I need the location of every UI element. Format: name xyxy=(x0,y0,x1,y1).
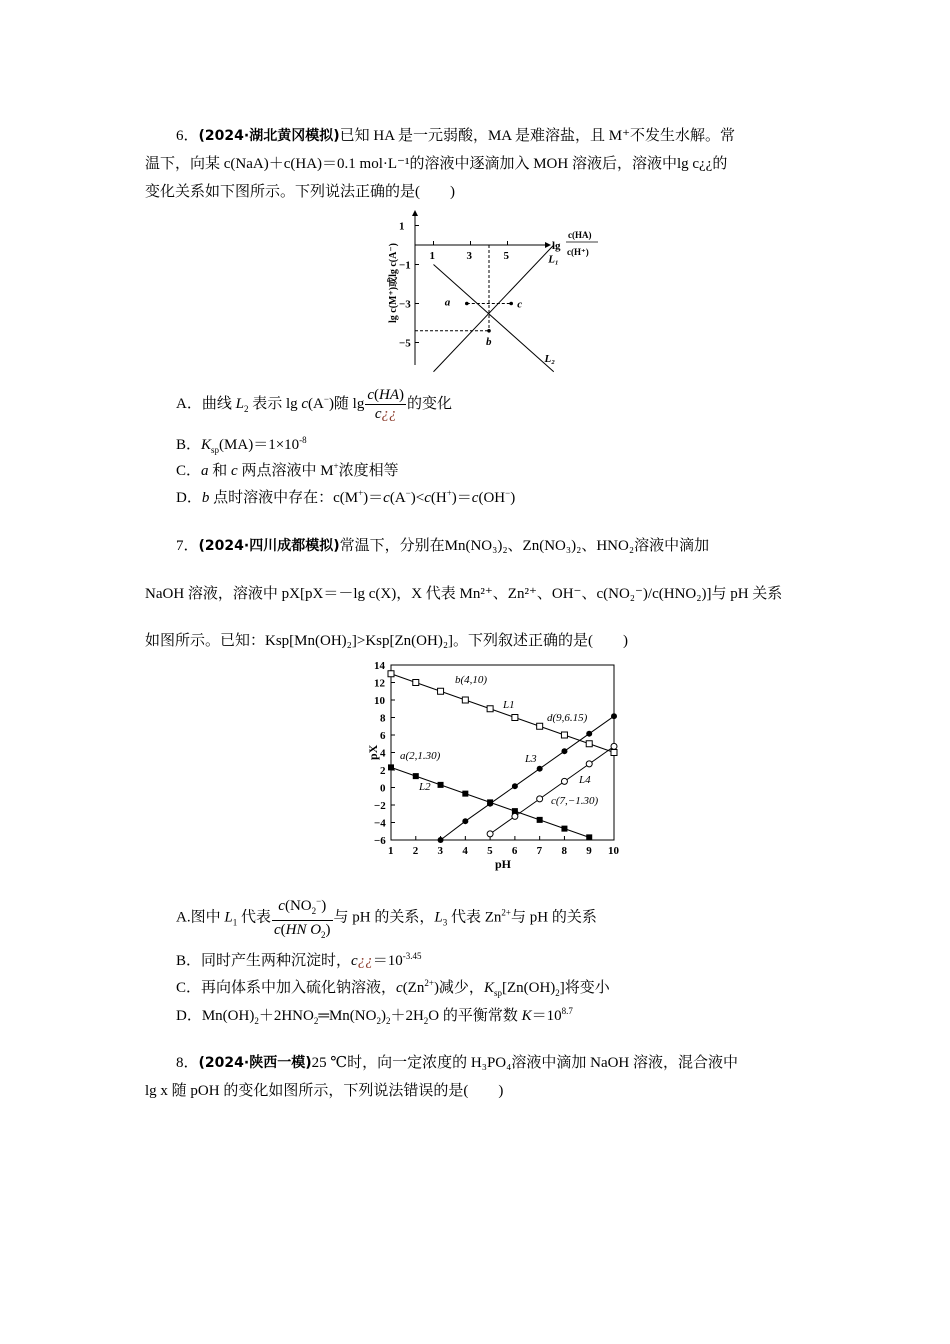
q7-label-l2: L2 xyxy=(419,781,431,793)
q7-ytick-0: 0 xyxy=(380,782,386,795)
q6-series-L1 xyxy=(434,245,554,372)
q7-marker-L2-8 xyxy=(586,834,592,840)
q6-point-c xyxy=(509,302,513,306)
q7-xtick-8: 8 xyxy=(561,845,567,857)
q7-marker-L2-0 xyxy=(388,764,394,770)
q7-ytick-4: 4 xyxy=(380,747,386,760)
q7-marker-L4-5 xyxy=(611,743,617,749)
q7-xtick-9: 9 xyxy=(586,845,592,857)
q7-xlabel: pH xyxy=(495,857,512,871)
q7-marker-L3-2 xyxy=(487,801,493,807)
q6-point-a xyxy=(465,302,469,306)
q7-marker-L4-3 xyxy=(561,778,567,784)
q7-marker-L1-5 xyxy=(512,715,518,721)
q6-xlabel-lg: lg xyxy=(552,240,561,252)
q6-line2: 温下，向某 c(NaA)＋c(HA)＝0.1 mol·L⁻¹的溶液中逐滴加入 MOH 溶液后，溶液中lg c¿¿的 xyxy=(145,156,728,172)
q7-marker-L3-4 xyxy=(537,766,543,772)
q6-label-l2: L₂ xyxy=(544,353,556,365)
q7-label-l4: L4 xyxy=(579,774,591,786)
q7-xtick-7: 7 xyxy=(536,845,543,857)
q8-line2: lg x 随 pOH 的变化如图所示，下列说法错误的是( ) xyxy=(145,1083,504,1099)
q7-xtick-5: 5 xyxy=(487,845,493,857)
q6-label-l1: L₁ xyxy=(548,253,559,266)
q6-line3: 变化关系如下图所示。下列说法正确的是( ) xyxy=(145,184,455,200)
q6-option-a[interactable]: A．曲线 $L_2$ 表示 lg c(A−)随 lg $\frac{c(HA)}{c¿¿}$ 的变化 xyxy=(176,387,453,423)
q6-ytick-1: −1 xyxy=(399,259,411,272)
q7-marker-L2-1 xyxy=(413,773,419,779)
q6-option-b[interactable]: B．$K_{sp}(MA)=1\times 10^{-8}$ xyxy=(176,435,307,455)
q7-marker-L1-1 xyxy=(413,680,419,686)
q7-ytick--2: −2 xyxy=(374,800,386,812)
q7-marker-L4-2 xyxy=(537,796,543,802)
q7-text1: 常温下，分别在Mn(NO₃)₂、Zn(NO₃)₂、HNO₂溶液中滴加 xyxy=(339,538,710,554)
q7-ann-a: a(2,1.30) xyxy=(400,750,441,762)
q6-series-L2 xyxy=(434,265,554,372)
q7-xtick-4: 4 xyxy=(462,845,468,857)
q7-marker-L2-2 xyxy=(438,782,444,788)
q7-ytick-12: 12 xyxy=(374,677,385,690)
q8-text1: 25 ℃时，向一定浓度的 H₃PO₄溶液中滴加 NaOH 溶液，混合液中 xyxy=(311,1055,739,1071)
q7-marker-L1-7 xyxy=(561,732,567,738)
q6-xlabel-num: c(HA) xyxy=(568,230,592,240)
q7-marker-L3-0 xyxy=(438,837,444,843)
q7-xtick-3: 3 xyxy=(437,845,444,857)
q6-xtick-3: 3 xyxy=(466,250,472,262)
q7-option-b[interactable]: B．同时产生两种沉淀时，$c¿¿=10^{-3.45}$ xyxy=(176,951,422,969)
q7-marker-L3-6 xyxy=(586,731,592,737)
q8-line1 xyxy=(176,1053,738,1073)
q7-xtick-10: 10 xyxy=(608,845,619,857)
q7-marker-L2-7 xyxy=(561,826,567,832)
q6-text1: 已知 HA 是一元弱酸，MA 是难溶盐，且 M⁺不发生水解。常 xyxy=(339,128,736,144)
q7-chart xyxy=(355,656,630,874)
q7-ann-d: d(9,6.15) xyxy=(547,712,588,724)
q7-option-d[interactable]: D．$Mn(OH)_2+2HNO_2═Mn(NO_2)_2+2H_2O$ 的平衡常数 $K=10^{8.7}$ xyxy=(176,1006,573,1026)
q7-marker-L1-6 xyxy=(537,723,543,729)
q6-ytick-2: −3 xyxy=(399,298,411,311)
svg-text:b: b xyxy=(486,335,492,348)
q7-ann-c: c(7,−1.30) xyxy=(551,795,599,807)
q7-marker-L3-7 xyxy=(611,713,617,719)
q7-ytick-14: 14 xyxy=(374,660,385,672)
q6-ylabel: lg c(M⁺)或lg c(A⁻) xyxy=(388,243,399,323)
q7-number: 7． xyxy=(176,538,199,554)
q7-label-l1: L1 xyxy=(503,699,515,711)
q7-ytick--4: −4 xyxy=(374,817,386,830)
q7-xtick-2: 2 xyxy=(412,845,419,857)
q6-chart xyxy=(378,205,608,375)
q7-ylabel: pX xyxy=(366,744,380,760)
q6-line1 xyxy=(176,126,735,146)
q6-ytick-0: 1 xyxy=(399,220,405,233)
q8-source: (2024·陕西一模) xyxy=(198,1055,312,1071)
q7-ytick-8: 8 xyxy=(380,712,386,725)
q7-ytick-6: 6 xyxy=(380,730,386,742)
q7-line3: 如图所示。已知：Ksp[Mn(OH)₂]>Ksp[Zn(OH)₂]。下列叙述正确的是( ) xyxy=(145,633,629,649)
svg-text:a: a xyxy=(444,296,451,309)
q7-marker-L1-8 xyxy=(586,741,592,747)
q7-ytick-10: 10 xyxy=(374,695,385,707)
q7-marker-L4-4 xyxy=(586,761,592,767)
q7-option-a[interactable]: A.图中 $L_1$ 代表 $\frac{c(NO_2^-)}{c(HN O_2)}$ 与 pH 的关系，$L_3$ 代表 $Zn^{2+}$与 pH 的关系 xyxy=(176,892,597,944)
q7-marker-L1-9 xyxy=(611,750,617,756)
q7-ytick--6: −6 xyxy=(374,835,386,847)
svg-text:c: c xyxy=(517,298,523,311)
q6-number: 6． xyxy=(176,128,199,144)
q7-marker-L3-3 xyxy=(512,783,518,789)
q7-marker-L3-1 xyxy=(462,818,468,824)
q6-option-d[interactable]: D．b 点时溶液中存在：c(M+)＝c(A−)<c(H+)＝c(OH−) xyxy=(176,488,516,506)
q6-xtick-1: 1 xyxy=(429,250,435,262)
q7-marker-L1-4 xyxy=(487,706,493,712)
q6-xtick-5: 5 xyxy=(503,250,509,262)
q7-ann-b: b(4,10) xyxy=(455,674,488,686)
q6-xlabel-den: c(H⁺) xyxy=(567,247,589,257)
q6-point-b xyxy=(487,329,491,333)
q7-xtick-1: 1 xyxy=(388,845,394,857)
q7-line2: NaOH 溶液，溶液中 pX[pX＝－lg c(X)，X 代表 Mn²⁺、Zn²⁺、OH⁻、c(NO₂⁻)/c(HNO₂)]与 pH 关系 xyxy=(145,586,783,602)
q6-ytick-3: −5 xyxy=(399,337,411,350)
q7-marker-L4-1 xyxy=(512,813,518,819)
q7-marker-L2-6 xyxy=(537,817,543,823)
q7-marker-L1-3 xyxy=(462,697,468,703)
q7-marker-L3-5 xyxy=(561,748,567,754)
q7-source: (2024·四川成都模拟) xyxy=(198,538,340,554)
q7-marker-L4-0 xyxy=(487,831,493,837)
q7-marker-L1-0 xyxy=(388,671,394,677)
q6-source: (2024·湖北黄冈模拟) xyxy=(198,128,340,144)
q7-option-c[interactable]: C．再向体系中加入硫化钠溶液，$c(Zn^{2+})$减少，$K_{sp}[Zn(OH)_2]$将变小 xyxy=(176,978,610,998)
q7-marker-L2-3 xyxy=(462,791,468,797)
q6-option-c[interactable]: C．a 和 c 两点溶液中 M+浓度相等 xyxy=(176,461,399,479)
q7-ytick-2: 2 xyxy=(380,765,386,777)
q7-xtick-6: 6 xyxy=(511,845,518,857)
q7-marker-L1-2 xyxy=(438,688,444,694)
q7-line1 xyxy=(176,536,709,556)
q7-label-l3: L3 xyxy=(525,753,537,765)
q8-number: 8． xyxy=(176,1055,199,1071)
